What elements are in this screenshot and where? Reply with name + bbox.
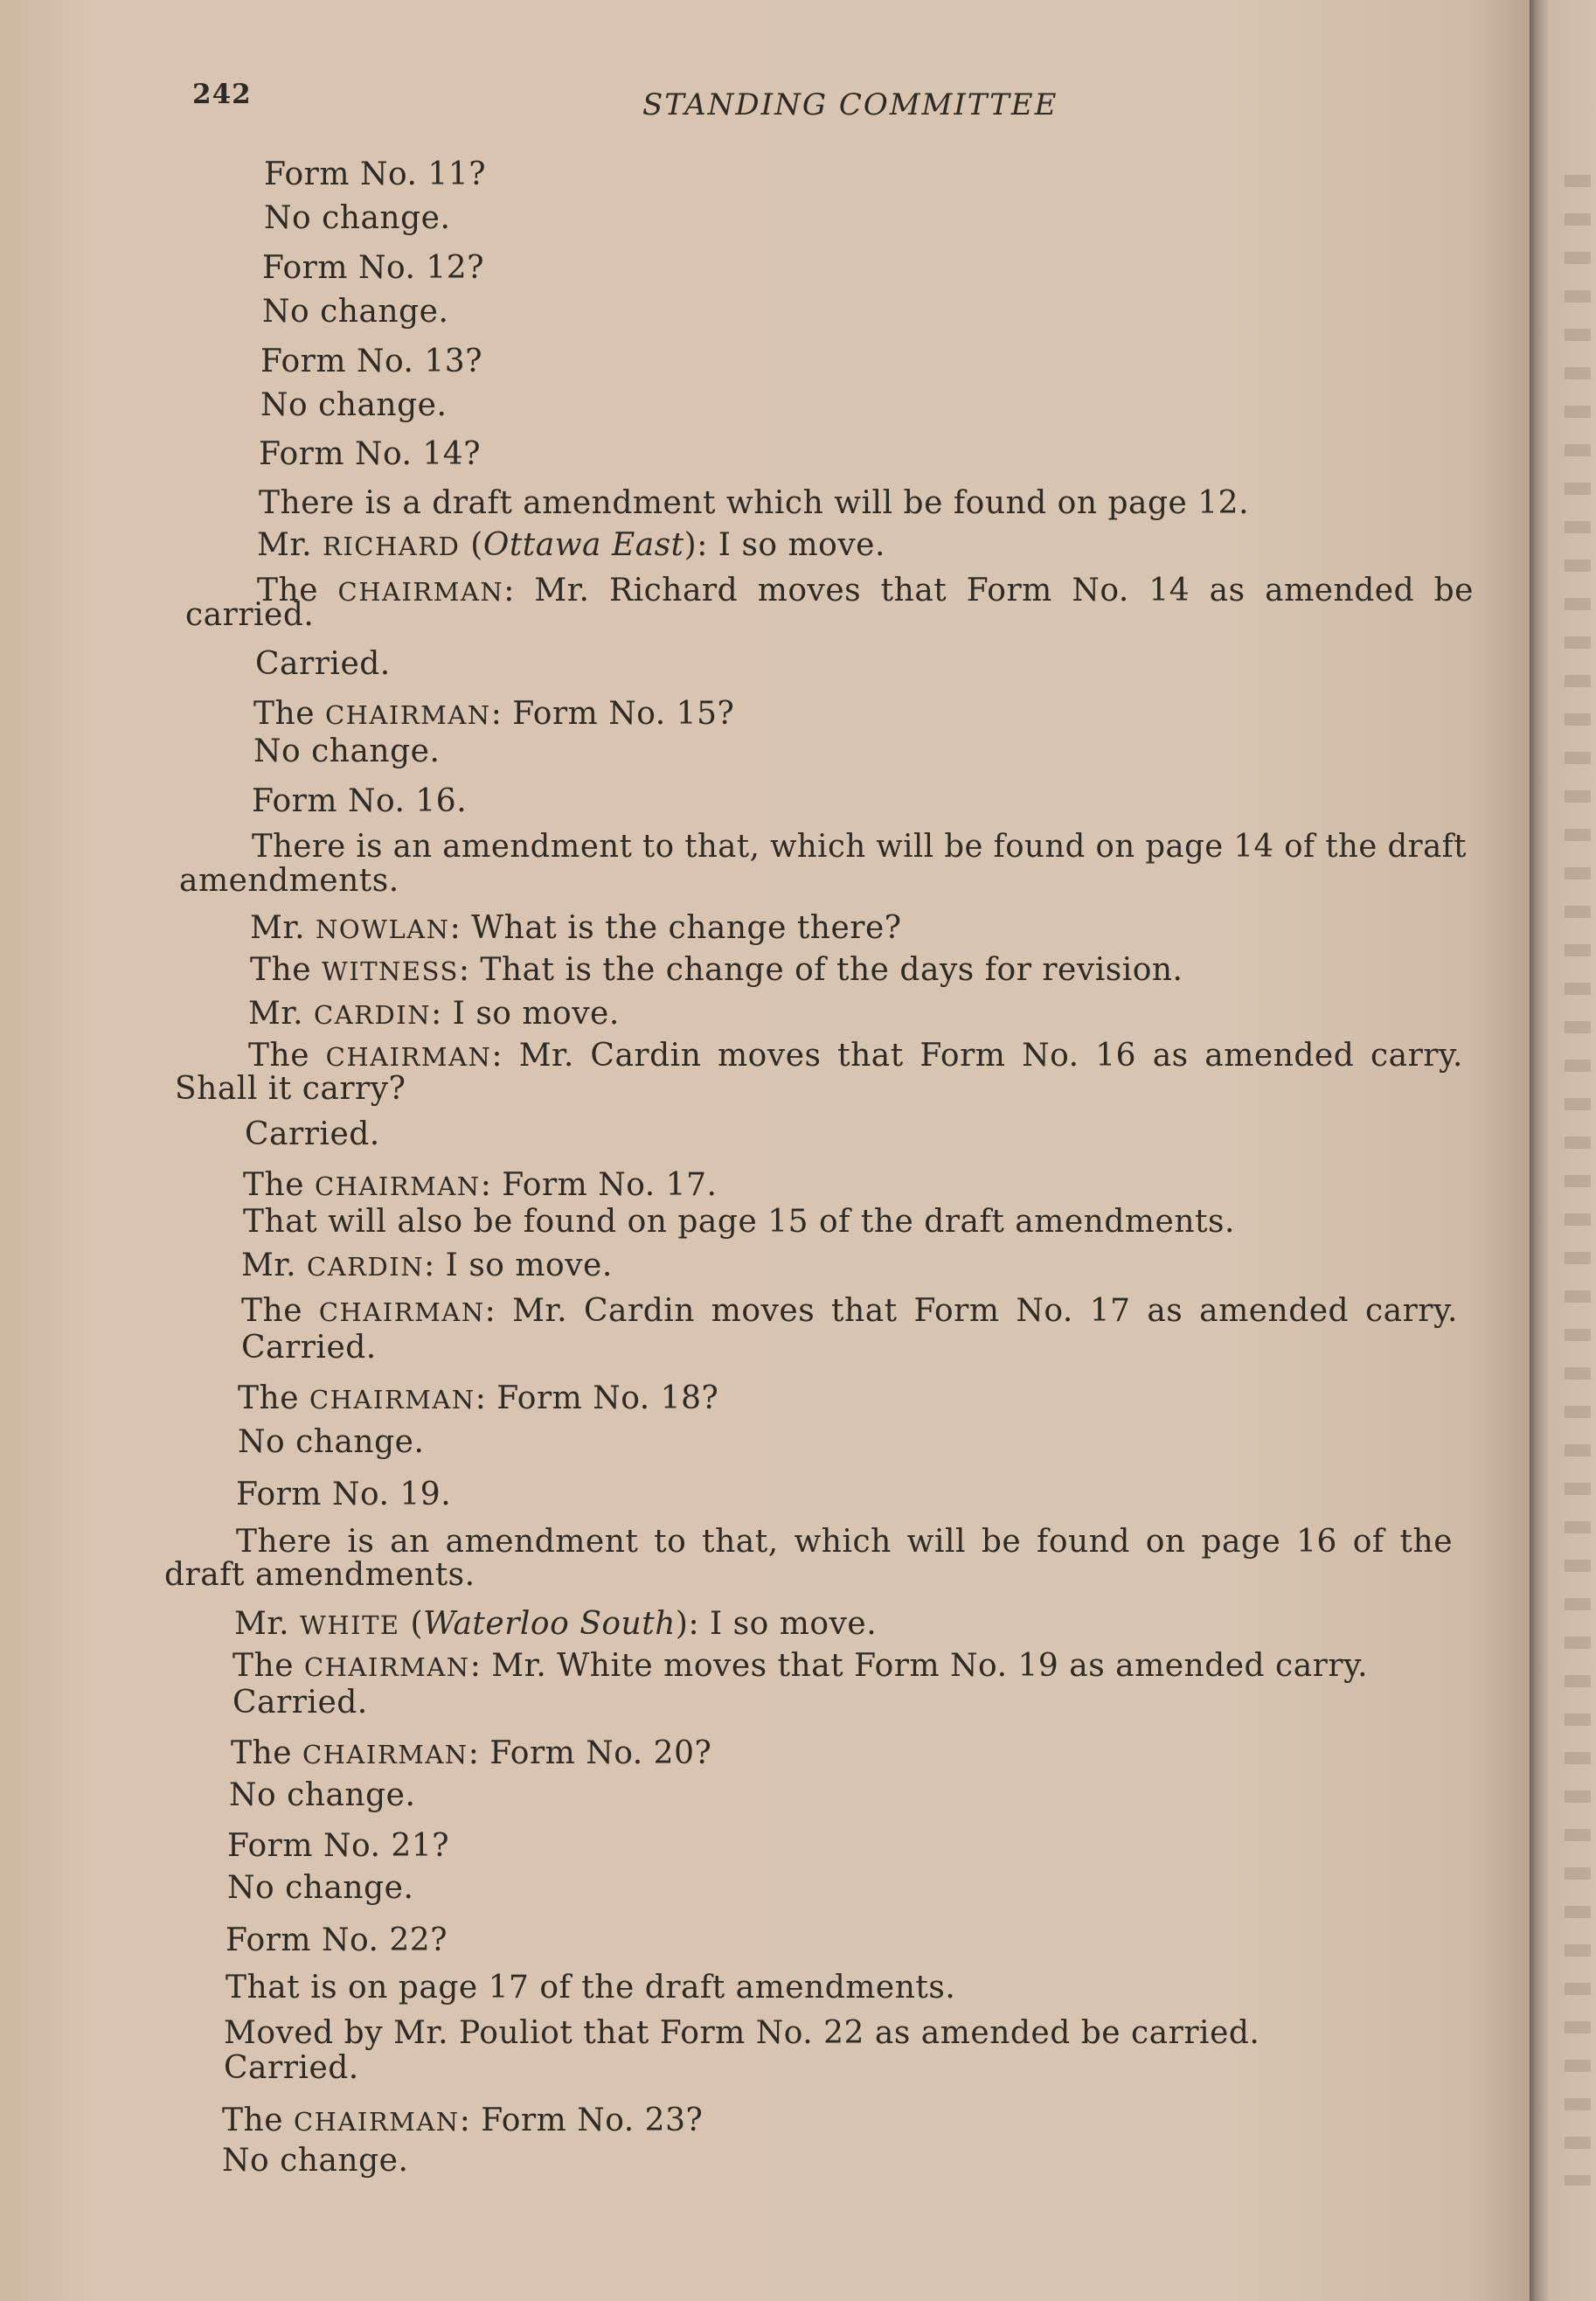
transcript-line (257, 574, 1474, 609)
speaker-title: The (241, 1293, 319, 1329)
line-text: : Form No. 23? (459, 2103, 704, 2138)
line-text: draft amendments. (164, 1557, 475, 1593)
speaker-name: CHAIRMAN (314, 1171, 481, 1201)
line-text: No change. (264, 200, 451, 236)
transcript-line (226, 1923, 448, 1958)
speaker-title: The (248, 1038, 326, 1074)
line-text: : That is the change of the days for revision. (458, 952, 1183, 988)
speaker-name: WITNESS (321, 956, 459, 986)
page-number: 242 (192, 79, 252, 110)
transcript-line (224, 2051, 359, 2086)
speaker-title: The (232, 1648, 304, 1684)
speaker-title: Mr. (241, 1248, 308, 1283)
speaker-title: Mr. (257, 527, 323, 563)
transcript-line (236, 1477, 451, 1512)
transcript-line (264, 201, 450, 236)
transcript-line (250, 911, 902, 947)
speaker-title: Mr. (248, 996, 315, 1032)
line-text: Carried. (255, 646, 391, 682)
line-text: carried. (185, 597, 315, 633)
facing-page-edge (1565, 175, 1591, 2186)
speaker-title: The (253, 696, 325, 732)
running-head: STANDING COMMITTEE (642, 87, 1058, 122)
speaker-name: CHAIRMAN (309, 1385, 475, 1415)
transcript-line (248, 1039, 1463, 1074)
line-text: : Form No. 15? (490, 696, 735, 732)
line-text: Form No. 12? (262, 250, 485, 286)
line-text: No change. (253, 733, 441, 769)
line-text: Form No. 11? (264, 156, 487, 192)
line-text: There is a draft amendment which will be found on page 12. (259, 485, 1250, 521)
transcript-line (252, 784, 467, 819)
transcript-line (262, 295, 448, 330)
speaker-name: CHAIRMAN (337, 577, 504, 607)
line-text: Moved by Mr. Pouliot that Form No. 22 as amended be carried. (224, 2015, 1260, 2051)
speaker-title: The (222, 2103, 294, 2138)
transcript-line (236, 1525, 1453, 1560)
speaker-name: CHAIRMAN (325, 1042, 492, 1072)
line-text: : I so move. (424, 1248, 613, 1283)
line-text: No change. (227, 1870, 414, 1906)
line-text: No change. (260, 387, 448, 423)
transcript-line (259, 437, 481, 472)
line-text: : Form No. 20? (468, 1735, 712, 1771)
transcript-line (234, 1607, 877, 1643)
line-text: amendments. (179, 863, 399, 899)
speaker-name: CHAIRMAN (303, 1652, 470, 1682)
line-text: : I so move. (697, 527, 885, 563)
line-text: Form No. 21? (227, 1828, 450, 1864)
transcript-line (229, 1778, 415, 1813)
line-text: Carried. (232, 1685, 368, 1721)
transcript-line (224, 2016, 1259, 2051)
transcript-line (253, 734, 440, 769)
line-text: : Mr. Cardin moves that Form No. 17 as amended carry. (484, 1293, 1458, 1329)
speaker-name: NOWLAN (316, 914, 450, 944)
transcript-line (179, 864, 399, 899)
transcript-line (243, 1168, 717, 1204)
speaker-name: CARDIN (314, 1000, 432, 1030)
transcript-line (264, 157, 486, 192)
speaker-title: The (250, 952, 322, 988)
line-text: Form No. 13? (260, 344, 483, 379)
line-text: Form No. 16. (252, 783, 468, 819)
transcript-line (250, 953, 1183, 989)
line-text: No change. (262, 294, 449, 330)
transcript-line (260, 344, 482, 379)
transcript-line (259, 486, 1249, 521)
transcript-line (231, 1736, 711, 1772)
speaker-title: Mr. (250, 910, 316, 946)
line-text: No change. (222, 2143, 409, 2179)
transcript-line (232, 1686, 368, 1721)
transcript-line (185, 598, 314, 633)
speaker-name: CARDIN (307, 1252, 425, 1282)
constituency: (Ottawa East) (460, 527, 697, 563)
transcript-line (222, 2103, 703, 2139)
transcript-line (238, 1381, 718, 1417)
speaker-title: The (243, 1167, 315, 1203)
transcript-line (260, 388, 447, 423)
line-text: There is an amendment to that, which will be found on page 14 of the draft (252, 829, 1467, 865)
line-text: : I so move. (688, 1606, 878, 1642)
transcript-line (243, 1205, 1235, 1240)
transcript-line (245, 1117, 380, 1152)
line-text: Carried. (224, 2050, 359, 2086)
line-text: : What is the change there? (449, 910, 902, 946)
speaker-name: CHAIRMAN (324, 700, 491, 730)
line-text: : Form No. 17. (480, 1167, 718, 1203)
speaker-name: CHAIRMAN (318, 1297, 485, 1327)
transcript-line (262, 251, 484, 286)
line-text: : Mr. White moves that Form No. 19 as amended carry. (469, 1648, 1369, 1684)
line-text: That will also be found on page 15 of the draft amendments. (243, 1204, 1235, 1240)
line-text: : Mr. Richard moves that Form No. 14 as amended be (503, 573, 1474, 608)
transcript-line (241, 1294, 1458, 1330)
transcript-line (226, 1971, 955, 2006)
line-text: Shall it carry? (175, 1071, 406, 1107)
constituency: (Waterloo South) (399, 1606, 689, 1642)
line-text: Carried. (241, 1330, 377, 1366)
transcript-line (227, 1829, 449, 1864)
line-text: : Mr. Cardin moves that Form No. 16 as amended carry. (491, 1038, 1463, 1074)
line-text: Form No. 19. (236, 1477, 452, 1512)
transcript-line (252, 830, 1467, 865)
transcript-line (248, 997, 620, 1032)
transcript-line (227, 1871, 413, 1906)
transcript-line (253, 697, 734, 733)
line-text: Carried. (245, 1116, 380, 1152)
speaker-title: The (257, 573, 338, 608)
transcript-line (175, 1072, 406, 1107)
speaker-title: The (238, 1380, 309, 1416)
line-text: No change. (238, 1424, 425, 1460)
speaker-name: CHAIRMAN (293, 2107, 460, 2137)
line-text: No change. (229, 1777, 416, 1813)
speaker-name: RICHARD (323, 532, 461, 561)
transcript-line (238, 1425, 424, 1460)
transcript-line (232, 1649, 1368, 1685)
speaker-name: WHITE (300, 1610, 400, 1640)
line-text: Form No. 14? (259, 436, 482, 472)
line-text: : I so move. (431, 996, 620, 1032)
speaker-title: The (231, 1735, 302, 1771)
transcript-line (222, 2144, 408, 2179)
line-text: Form No. 22? (226, 1922, 448, 1958)
line-text: That is on page 17 of the draft amendments. (226, 1970, 956, 2006)
transcript-line (241, 1331, 377, 1366)
transcript-line (241, 1248, 613, 1284)
transcript-line (257, 528, 885, 564)
line-text: : Form No. 18? (475, 1380, 719, 1416)
speaker-name: CHAIRMAN (302, 1740, 468, 1769)
transcript-line (164, 1558, 475, 1593)
speaker-title: Mr. (234, 1606, 301, 1642)
line-text: There is an amendment to that, which will be found on page 16 of the (236, 1524, 1453, 1560)
transcript-line (255, 647, 391, 682)
